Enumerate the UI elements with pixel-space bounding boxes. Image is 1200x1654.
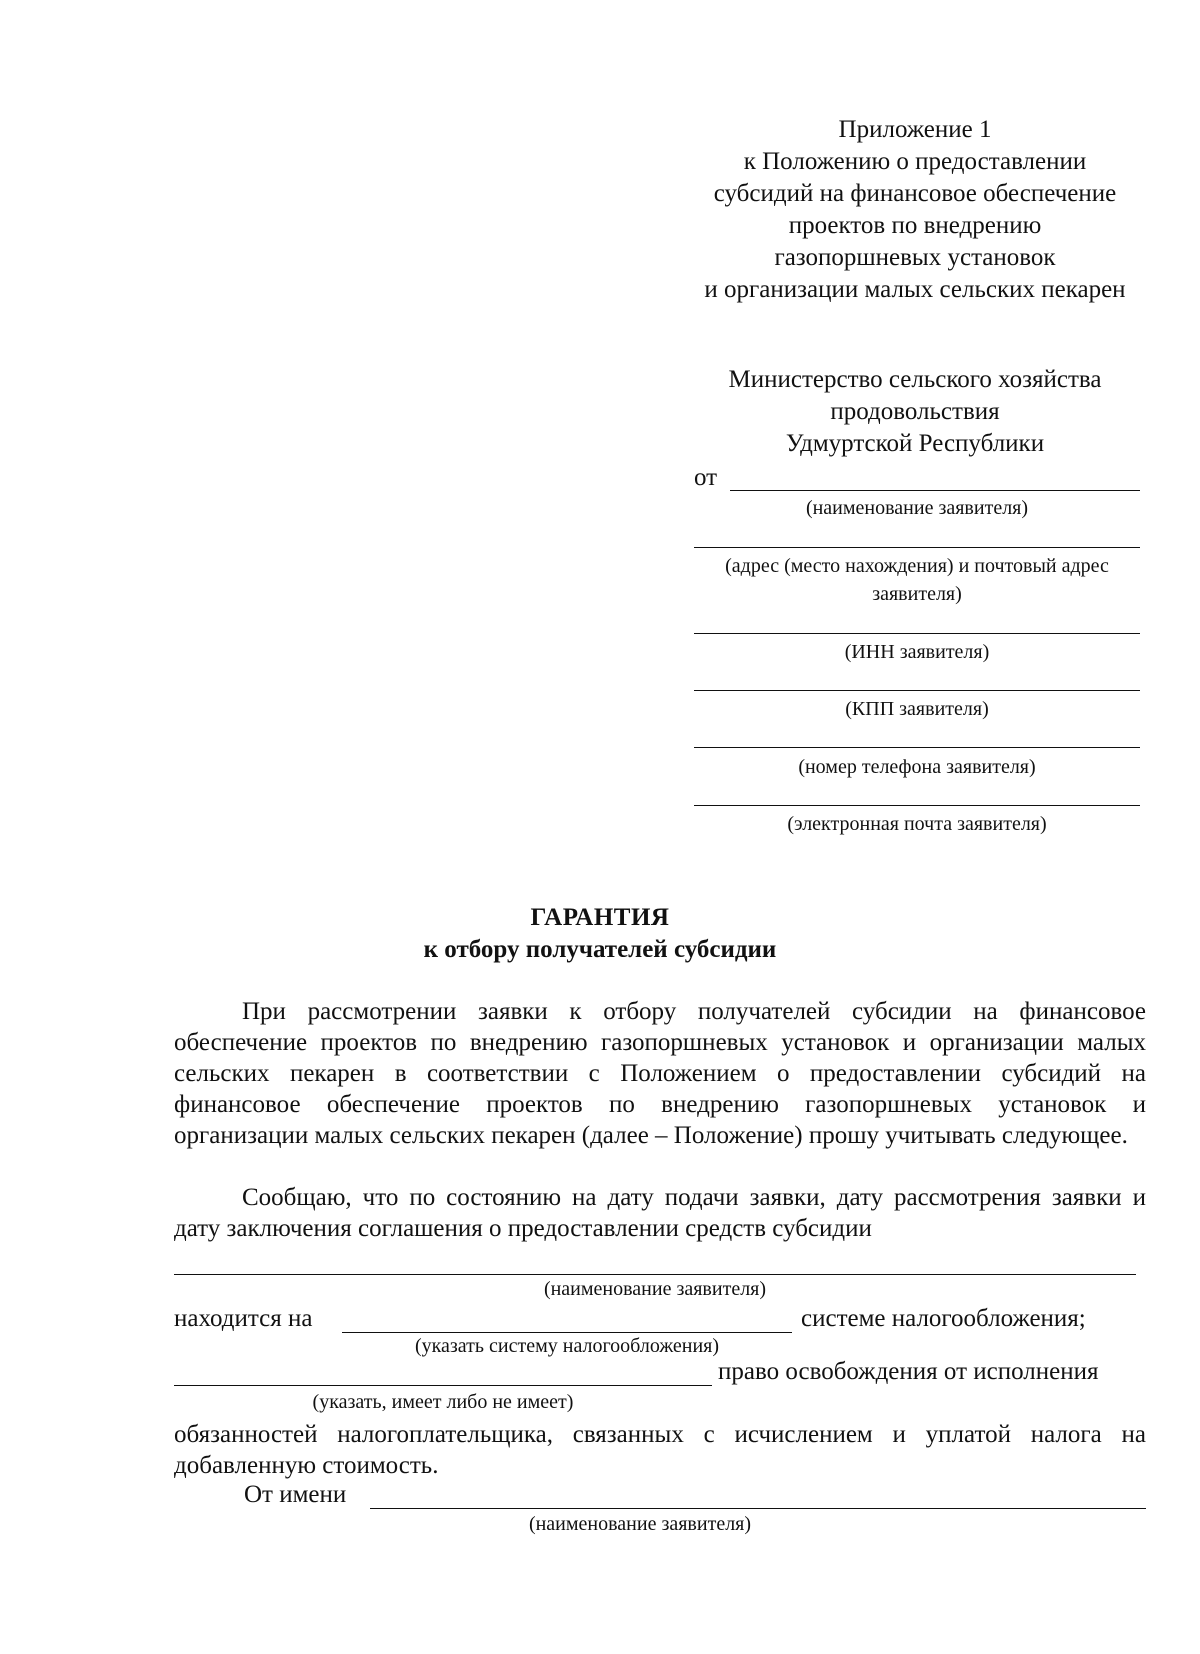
on-behalf-label: От имени [244, 1481, 347, 1508]
paragraph-statement: Сообщаю, что по состоянию на дату подачи заявки, дату рассмотрения заявки и дату заключения соглашения о предоставлении средств субсидии [174, 1184, 1146, 1242]
kpp-blank[interactable] [694, 690, 1140, 691]
appendix-line: субсидий на финансовое обеспечение [713, 180, 1117, 207]
appendix-line: Приложение 1 [838, 116, 992, 143]
phone-blank[interactable] [694, 747, 1140, 748]
address-caption: (адрес (место нахождения) и почтовый адрес заявителя) [725, 555, 1109, 605]
has-or-not-caption: (указать, имеет либо не имеет) [312, 1391, 574, 1413]
appendix-line: газопоршневых установок [774, 244, 1056, 271]
tax-system-suffix: системе налогообложения; [801, 1305, 1086, 1332]
applicant-name-blank[interactable] [730, 490, 1140, 491]
email-blank[interactable] [694, 805, 1140, 806]
addressee-block [680, 364, 1150, 460]
tax-system-caption: (указать систему налогообложения) [414, 1335, 720, 1357]
applicant-name-caption-2: (наименование заявителя) [543, 1278, 767, 1300]
appendix-line: проектов по внедрению [788, 212, 1042, 239]
email-caption: (электронная почта заявителя) [787, 813, 1047, 835]
exemption-suffix: право освобождения от исполнения [718, 1358, 1099, 1385]
title-sub: к отбору получателей субсидии [423, 936, 777, 963]
kpp-caption: (КПП заявителя) [845, 698, 989, 720]
applicant-name-blank-2[interactable] [174, 1274, 1136, 1275]
address-blank[interactable] [694, 547, 1140, 548]
from-label: от [694, 464, 718, 491]
addressee-line: продовольствия [830, 398, 1000, 425]
document-title [0, 902, 1200, 966]
applicant-name-caption-3: (наименование заявителя) [528, 1513, 752, 1535]
appendix-line: к Положению о предоставлении [743, 148, 1087, 175]
addressee-line: Удмуртской Республики [785, 430, 1045, 457]
inn-blank[interactable] [694, 633, 1140, 634]
applicant-name-caption: (наименование заявителя) [805, 497, 1029, 519]
title-main: ГАРАНТИЯ [530, 904, 670, 931]
on-behalf-blank[interactable] [370, 1508, 1146, 1509]
addressee-line: Министерство сельского хозяйства [728, 366, 1102, 393]
phone-caption: (номер телефона заявителя) [798, 756, 1036, 778]
inn-caption: (ИНН заявителя) [844, 641, 990, 663]
exemption-blank[interactable] [174, 1385, 712, 1386]
paragraph-vat: обязанностей налогоплательщика, связанных с исчислением и уплатой налога на добавленную стоимость. [174, 1421, 1146, 1479]
from-applicant-row [694, 463, 1140, 493]
appendix-line: и организации малых сельских пекарен [704, 276, 1126, 303]
tax-system-blank[interactable] [342, 1332, 792, 1333]
located-on-label: находится на [174, 1305, 313, 1332]
paragraph-request: При рассмотрении заявки к отбору получателей субсидии на финансовое обеспечение проектов по внедрению газопоршневых установок и организации малых сельских пекарен в соответствии с Положением о предоставлении субсидий на финансовое обеспечение проектов по внедрению газопоршневых установок и организации малых сельских пекарен (далее – Положение) прошу учитывать следующее. [174, 998, 1146, 1149]
appendix-reference [680, 114, 1150, 306]
